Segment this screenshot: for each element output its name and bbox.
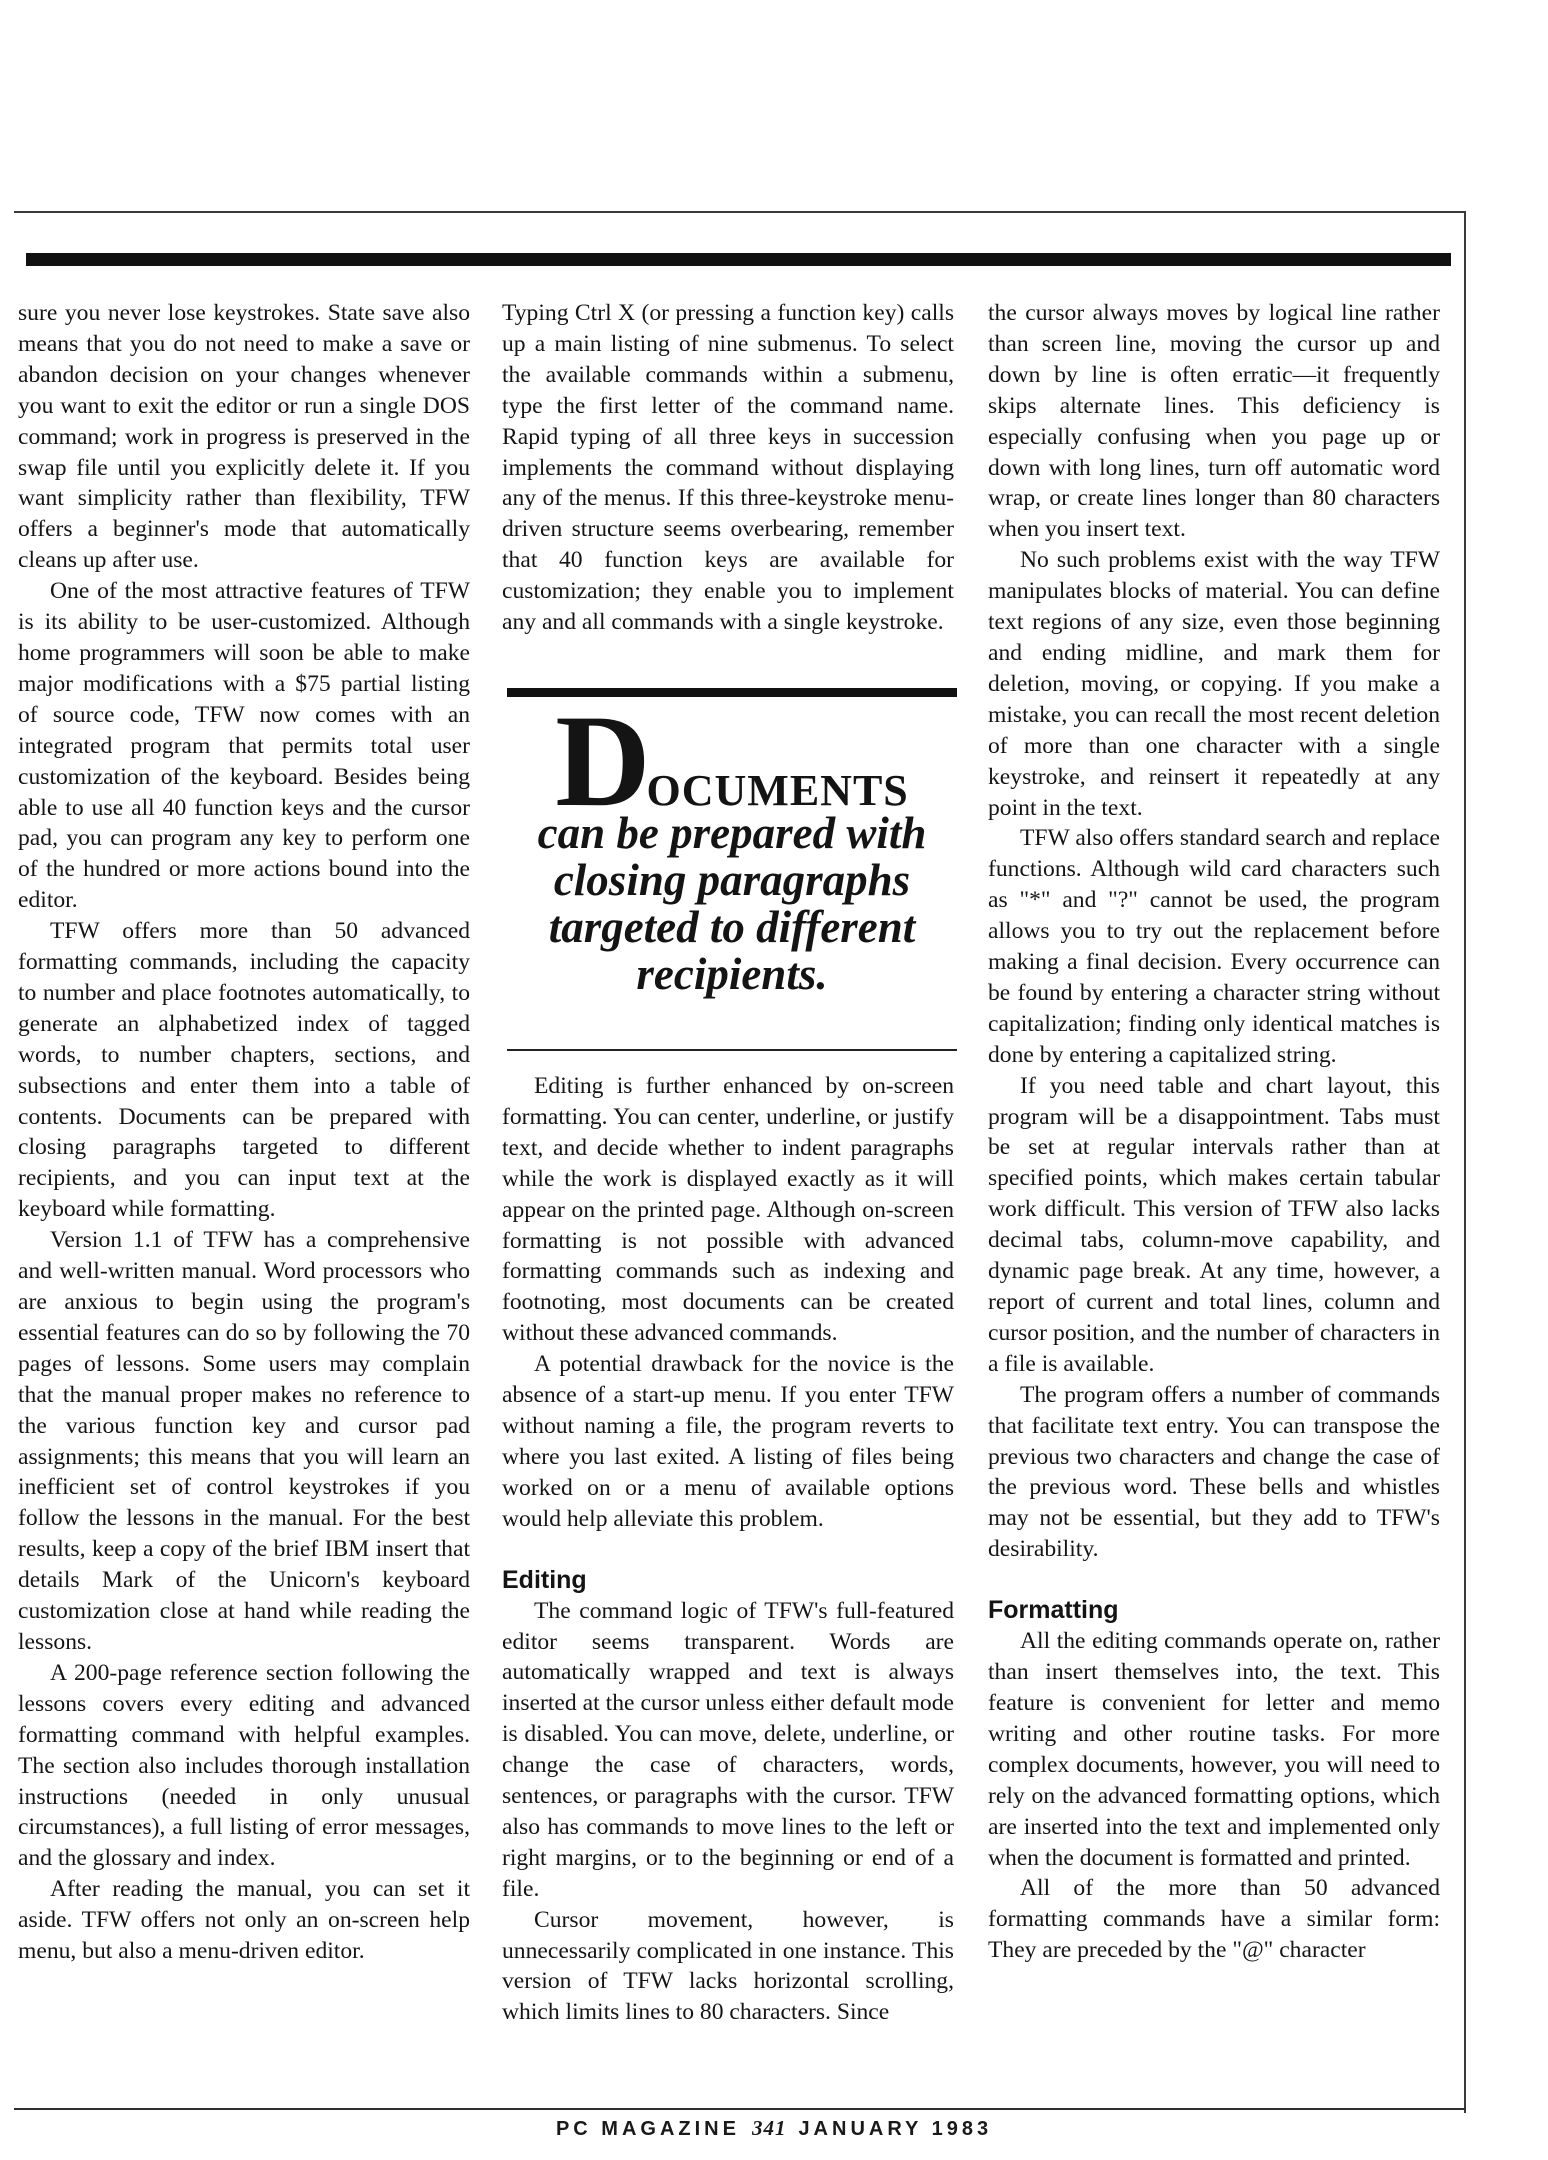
col3-paragraph-5: The program offers a number of commands that facilitate text entry. You can transpose the previous two characters and change the case of the previous word. These bells and whistles may not be essential, but they add to TFW's desirability. bbox=[988, 1381, 1440, 1563]
pullquote-heading-rest: OCUMENTS bbox=[646, 766, 909, 815]
col3-paragraph-2: No such problems exist with the way TFW manipulates blocks of material. You can define text regions of any size, even those beginning and ending midline, and mark them for deletion, moving, or copying. If you make a mistake, you can recall the most recent deletion of more than one character with a single keystroke, and reinsert it repeatedly at any point in the text. bbox=[988, 547, 1440, 821]
formatting-heading: Formatting bbox=[988, 1596, 1119, 1625]
col3-paragraph-4: If you need table and chart layout, this program will be a disappointment. Tabs must be set at regular intervals rather than at specified points, which makes certain tabular work difficult. This version of TFW also lacks decimal tabs, column-move capability, and dynamic page break. At any time, however, a report of current and total lines, column and cursor position, and the number of characters in a file is available. bbox=[988, 1072, 1440, 1377]
col1-paragraph-6: After reading the manual, you can set it aside. TFW offers not only an on-screen help menu, but also a menu-driven editor. bbox=[18, 1876, 470, 1965]
col3-paragraph-7: All of the more than 50 advanced formatting commands have a similar form: They are preceded by the "@" character bbox=[988, 1875, 1440, 1964]
column-2-lower bbox=[502, 1071, 954, 2028]
col2-paragraph-5: Cursor movement, however, is unnecessarily complicated in one instance. This version of TFW lacks horizontal scrolling, which limits lines to 80 characters. Since bbox=[502, 1906, 954, 2026]
editing-heading: Editing bbox=[502, 1565, 587, 1594]
col1-paragraph-1: sure you never lose keystrokes. State save also means that you do not need to make a save or abandon decision on your changes whenever you want to exit the editor or run a single DOS command; work in progress is preserved in the swap file until you explicitly delete it. If you want simplicity rather than flexibility, TFW offers a beginner's mode that automatically cleans up after use. bbox=[18, 300, 470, 574]
footer-date: JANUARY 1983 bbox=[798, 2118, 993, 2140]
top-heavy-rule bbox=[26, 253, 1451, 266]
col2-paragraph-3: A potential drawback for the novice is the absence of a start-up menu. If you enter TFW without naming a file, the program reverts to where you last exited. A listing of files being worked on or a menu of available options would help alleviate this problem. bbox=[502, 1351, 954, 1532]
col1-paragraph-5: A 200-page reference section following the lessons covers every editing and advanced formatting command with helpful examples. The section also includes thorough installation instructions (needed in only unusual circumstances), a full listing of error messages, and the glossary and index. bbox=[18, 1659, 470, 1872]
frame-top-line bbox=[14, 211, 1466, 213]
col2-paragraph-2: Editing is further enhanced by on-screen formatting. You can center, underline, or justify text, and decide whether to indent paragraphs while the work is displayed exactly as it will appear on the printed page. Although on-screen formatting is not possible with advanced formatting commands such as indexing and footnoting, most documents can be created without these advanced commands. bbox=[502, 1073, 954, 1347]
column-1 bbox=[18, 298, 470, 1967]
col2-paragraph-1: Typing Ctrl X (or pressing a function key) calls up a main listing of nine submenus. To select the available commands within a submenu, type the first letter of the command name. Rapid typing of all three keys in succession implements the command without displaying any of the menus. If this three-keystroke menu-driven structure seems overbearing, remember that 40 function keys are available for customization; they enable you to implement any and all commands with a single keystroke. bbox=[502, 300, 954, 636]
pullquote-dropcap: D bbox=[555, 687, 647, 834]
col3-paragraph-3: TFW also offers standard search and replace functions. Although wild card characters such as "*" and "?" cannot be used, the program allows you to try out the replacement before making a final decision. Every occurrence can be found by entering a character string without capitalization; finding only identical matches is done by entering a capitalized string. bbox=[988, 825, 1440, 1068]
frame-right-line bbox=[1464, 211, 1466, 2113]
pullquote-heading bbox=[507, 687, 957, 834]
col1-paragraph-4: Version 1.1 of TFW has a comprehensive and well-written manual. Word processors who are anxious to begin using the program's essential features can do so by following the 70 pages of lessons. Some users may complain that the manual proper makes no reference to the various function key and cursor pad assignments; this means that you will learn an inefficient set of control keystrokes if you follow the lessons in the manual. For the best results, keep a copy of the brief IBM insert that details Mark of the Unicorn's keyboard customization close at hand while reading the lessons. bbox=[18, 1227, 470, 1655]
footer-page-number: 341 bbox=[751, 2116, 787, 2140]
col3-paragraph-1: the cursor always moves by logical line rather than screen line, moving the cursor up and down by line is often erratic—it frequently skips alternate lines. This deficiency is especially confusing when you page up or down with long lines, turn off automatic word wrap, or create lines longer than 80 characters when you insert text. bbox=[988, 300, 1440, 543]
pullquote-bottom-rule bbox=[507, 1049, 957, 1051]
bottom-rule bbox=[14, 2108, 1466, 2110]
pullquote-body: can be prepared with closing paragraphs targeted to different recipients. bbox=[537, 808, 927, 999]
column-3 bbox=[988, 298, 1440, 1966]
col3-paragraph-6: All the editing commands operate on, rather than insert themselves into, the text. This feature is convenient for letter and memo writing and other routine tasks. For more complex documents, however, you will need to rely on the advanced formatting options, which are inserted into the text and implemented only when the document is formatted and printed. bbox=[988, 1628, 1440, 1871]
pullquote bbox=[507, 687, 957, 999]
column-2-top bbox=[502, 298, 954, 638]
col2-paragraph-4: The command logic of TFW's full-featured editor seems transparent. Words are automatically wrapped and text is always inserted at the cursor unless either default mode is disabled. You can move, delete, underline, or change the case of characters, words, sentences, or paragraphs with the cursor. TFW also has commands to move lines to the left or right margins, or to the beginning or end of a file. bbox=[502, 1597, 954, 1902]
col1-paragraph-2: One of the most attractive features of TFW is its ability to be user-customized. Although home programmers will soon be able to make major modifications with a $75 partial listing of source code, TFW now comes with an integrated program that permits total user customization of the keyboard. Besides being able to use all 40 function keys and the cursor pad, you can program any key to perform one of the hundred or more actions bound into the editor. bbox=[18, 578, 470, 914]
col1-paragraph-3: TFW offers more than 50 advanced formatting commands, including the capacity to number and place footnotes automatically, to generate an alphabetized index of tagged words, to number chapters, sections, and subsections and enter them into a table of contents. Documents can be prepared with closing paragraphs targeted to different recipients, and you can input text at the keyboard while formatting. bbox=[18, 918, 470, 1223]
page-footer bbox=[0, 2116, 1548, 2141]
footer-publication: PC MAGAZINE bbox=[555, 2118, 740, 2140]
